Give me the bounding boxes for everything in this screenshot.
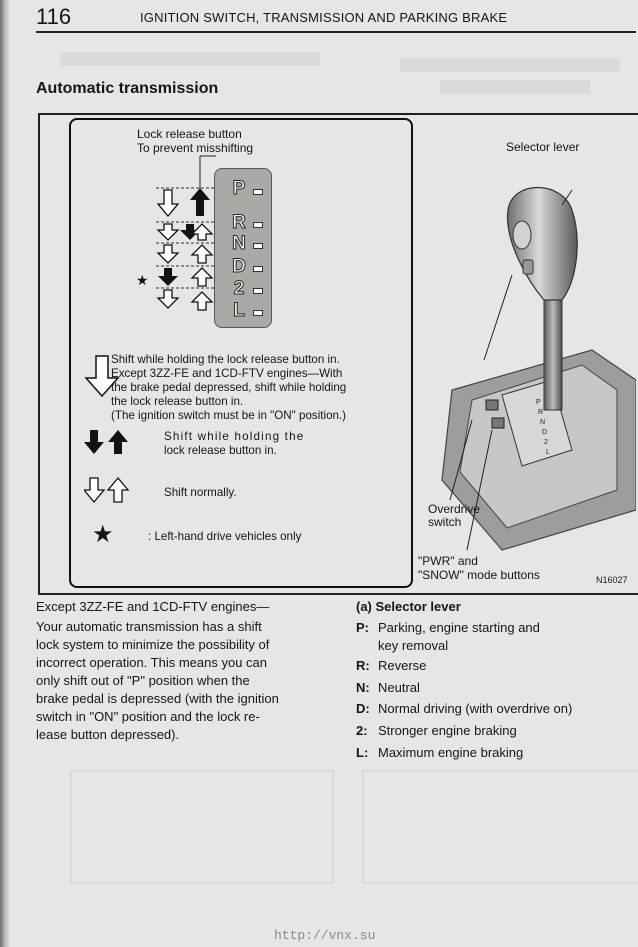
selector-heading: (a) Selector lever bbox=[356, 599, 461, 614]
section-title: Automatic transmission bbox=[36, 80, 219, 97]
item-key: R: bbox=[356, 658, 370, 673]
body-line: lock system to minimize the possibility of bbox=[36, 637, 270, 652]
book-spine bbox=[0, 0, 9, 947]
item-key: D: bbox=[356, 701, 370, 716]
shift-arrows-diagram bbox=[120, 150, 230, 330]
item-text: Reverse bbox=[378, 658, 427, 673]
header-rule bbox=[36, 31, 636, 33]
gate-marker bbox=[253, 266, 263, 272]
legend-lhd: : Left-hand drive vehicles only bbox=[148, 530, 302, 543]
legend-hold-line: Shift while holding the bbox=[164, 430, 305, 443]
pwr-label: "SNOW" mode buttons bbox=[418, 568, 540, 582]
gate-marker bbox=[253, 288, 263, 294]
legend-line: Except 3ZZ-FE and 1CD-FTV engines—With bbox=[111, 367, 343, 380]
star-icon: ★ bbox=[92, 520, 114, 548]
svg-text:★: ★ bbox=[136, 273, 149, 289]
gate-letter-n: N bbox=[232, 233, 246, 254]
item-text: key removal bbox=[378, 638, 449, 653]
body-line: brake pedal is depressed (with the ignition bbox=[36, 691, 279, 706]
legend-line: the brake pedal depressed, shift while holding bbox=[111, 381, 347, 394]
console-gate-letter: P bbox=[536, 399, 541, 406]
body-line: only shift out of "P" position when the bbox=[36, 673, 250, 688]
console-gate-letter: N bbox=[540, 419, 546, 426]
console-gate-letter: L bbox=[546, 449, 550, 456]
gate-letter-d: D bbox=[232, 256, 246, 277]
gate-marker bbox=[253, 243, 263, 249]
console-gate-letter: 2 bbox=[544, 439, 548, 446]
legend-line: (The ignition switch must be in "ON" position.) bbox=[111, 409, 347, 422]
item-text: Stronger engine braking bbox=[378, 723, 517, 738]
item-text: Parking, engine starting and bbox=[378, 620, 540, 635]
item-key: 2: bbox=[356, 723, 368, 738]
body-line: incorrect operation. This means you can bbox=[36, 655, 267, 670]
overdrive-label: Overdrive bbox=[428, 502, 481, 516]
page-number: 116 bbox=[36, 4, 72, 29]
gate-marker bbox=[253, 222, 263, 228]
legend-line: Shift while holding the lock release button in. bbox=[111, 353, 340, 366]
item-key: P: bbox=[356, 620, 369, 635]
item-text: Neutral bbox=[378, 680, 420, 695]
gate-letter-2: 2 bbox=[233, 278, 245, 299]
pwr-label: "PWR" and bbox=[418, 554, 478, 568]
gate-letter-l: L bbox=[233, 300, 245, 321]
hollow-arrows-icon bbox=[84, 476, 130, 506]
console-gate-letter: R bbox=[538, 409, 544, 416]
header-title: IGNITION SWITCH, TRANSMISSION AND PARKING BRAKE bbox=[140, 10, 508, 25]
gate-letter-r: R bbox=[232, 212, 246, 233]
console-gate-letter: D bbox=[542, 429, 548, 436]
legend-line: the lock release button in. bbox=[111, 395, 244, 408]
gate-marker bbox=[253, 189, 263, 195]
intro-text: Except 3ZZ-FE and 1CD-FTV engines— bbox=[36, 599, 270, 614]
item-text: Normal driving (with overdrive on) bbox=[378, 701, 573, 716]
item-key: L: bbox=[356, 745, 369, 760]
selector-lever-label: Selector lever bbox=[506, 140, 580, 154]
overdrive-label: switch bbox=[428, 515, 462, 529]
body-line: switch in "ON" position and the lock re- bbox=[36, 709, 260, 724]
item-key: N: bbox=[356, 680, 370, 695]
body-line: lease button depressed). bbox=[36, 727, 180, 742]
figure-code: N16027 bbox=[596, 575, 628, 585]
lock-release-label: Lock release button bbox=[137, 127, 242, 141]
body-line: Your automatic transmission has a shift bbox=[36, 619, 262, 634]
item-text: Maximum engine braking bbox=[378, 745, 524, 760]
legend-normal: Shift normally. bbox=[164, 486, 237, 499]
solid-arrows-icon bbox=[84, 428, 130, 458]
footer-url: http://vnx.su bbox=[274, 928, 376, 943]
gate-marker bbox=[253, 310, 263, 316]
misshift-label: To prevent misshifting bbox=[137, 141, 254, 155]
legend-hold-line: lock release button in. bbox=[164, 444, 277, 457]
gate-letter-p: P bbox=[232, 178, 246, 199]
